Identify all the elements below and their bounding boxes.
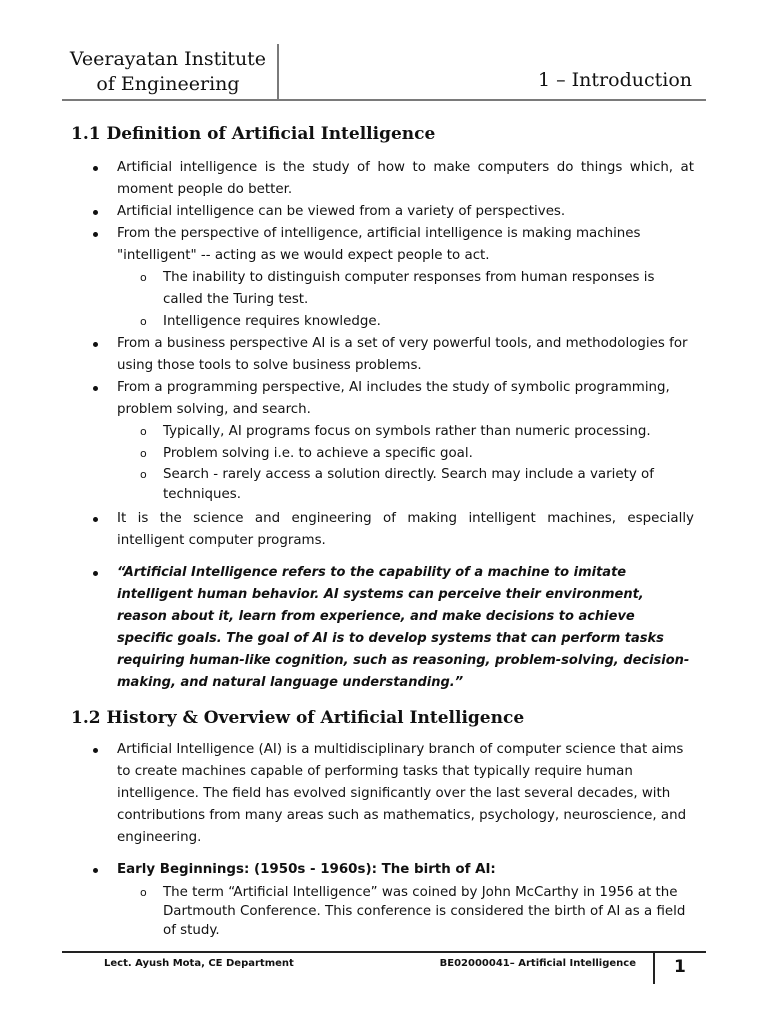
sub-list-item-text: The inability to distinguish computer responses from human responses is called the Turing test. (163, 270, 655, 307)
list-item (117, 201, 694, 223)
list-item-text: Early Beginnings: (1950s - 1960s): The birth of AI: (117, 862, 496, 877)
list-item (117, 859, 694, 881)
bullet-icon (93, 517, 98, 522)
bullet-icon (93, 210, 98, 215)
list-item-text: From a programming perspective, AI includes the study of symbolic programming, problem solving, and search. (117, 380, 670, 417)
list-item-text: From the perspective of intelligence, artificial intelligence is making machines "intelligent" -- acting as we would expect people to act. (117, 226, 641, 263)
bullet-icon (93, 748, 98, 753)
header-rule (62, 99, 706, 101)
sub-list-item (140, 267, 690, 311)
circle-bullet-icon: o (140, 315, 147, 328)
section-1-1-body (0, 157, 768, 694)
list-item (117, 377, 694, 421)
sub-list-item (140, 883, 690, 940)
quote-text: “Artificial Intelligence refers to the capability of a machine to imitate intelligent human behavior. AI systems can perceive their environment, reason about it, learn from experience, and make decisions to achieve specific goals. The goal of AI is to develop systems that can perform tasks requiring human-like cognition, such as reasoning, problem-solving, decision-making, and natural language understanding.” (117, 565, 690, 690)
institute-line-1: Veerayatan Institute (69, 48, 267, 70)
sub-list-item-text: Problem solving i.e. to achieve a specific goal. (163, 446, 473, 461)
sub-list-item (140, 421, 690, 443)
header-divider-vertical (277, 44, 279, 100)
circle-bullet-icon: o (140, 447, 147, 460)
list-item-text: Artificial Intelligence (AI) is a multidisciplinary branch of computer science that aims to create machines capable of performing tasks that typically require human intelligence. The field has evolved significantly over the last several decades, with contributions from many areas such as mathematics, psychology, neuroscience, and engineering. (117, 742, 687, 845)
list-item-text: From a business perspective AI is a set of very powerful tools, and methodologies for using those tools to solve business problems. (117, 336, 688, 373)
footer-rule (62, 951, 706, 953)
ai-definition-quote (117, 562, 694, 694)
sub-list-item-text: Search - rarely access a solution directly. Search may include a variety of techniques. (163, 467, 654, 502)
list-item (117, 223, 694, 267)
institute-line-2: of Engineering (96, 73, 240, 95)
sub-list-item-text: The term “Artificial Intelligence” was coined by John McCarthy in 1956 at the Dartmouth Conference. This conference is considered the birth of AI as a field of study. (163, 885, 686, 938)
footer-author: Lect. Ayush Mota, CE Department (104, 958, 294, 969)
list-item (117, 157, 694, 201)
list-item-text: Artificial intelligence is the study of how to make computers do things which, at moment people do better. (117, 160, 694, 197)
list-item (117, 508, 694, 552)
section-1-2-body (0, 739, 768, 940)
sub-list-item (140, 311, 690, 333)
bullet-icon (93, 571, 98, 576)
list-item (117, 739, 694, 849)
sub-list-item-text: Intelligence requires knowledge. (163, 314, 381, 329)
sub-list-item (140, 465, 690, 505)
section-1-1-heading: 1.1 Definition of Artificial Intelligence (71, 124, 436, 144)
institute-name (62, 47, 274, 97)
bullet-icon (93, 166, 98, 171)
list-item-text: Artificial intelligence can be viewed from a variety of perspectives. (117, 204, 566, 219)
list-item (117, 333, 694, 377)
bullet-icon (93, 232, 98, 237)
circle-bullet-icon: o (140, 271, 147, 284)
circle-bullet-icon: o (140, 886, 147, 899)
sub-list-item-text: Typically, AI programs focus on symbols rather than numeric processing. (163, 424, 651, 439)
bullet-icon (93, 342, 98, 347)
bullet-icon (93, 868, 98, 873)
footer-course: BE02000041– Artificial Intelligence (439, 958, 636, 969)
section-1-2-heading: 1.2 History & Overview of Artificial Intelligence (71, 708, 525, 728)
circle-bullet-icon: o (140, 468, 147, 481)
list-item-text: It is the science and engineering of making intelligent machines, especially intelligent computer programs. (117, 511, 694, 548)
bullet-icon (93, 386, 98, 391)
sub-list-item (140, 443, 690, 465)
chapter-title: 1 – Introduction (538, 69, 692, 91)
page-number: 1 (674, 957, 686, 977)
circle-bullet-icon: o (140, 425, 147, 438)
footer-divider-vertical (653, 952, 655, 984)
